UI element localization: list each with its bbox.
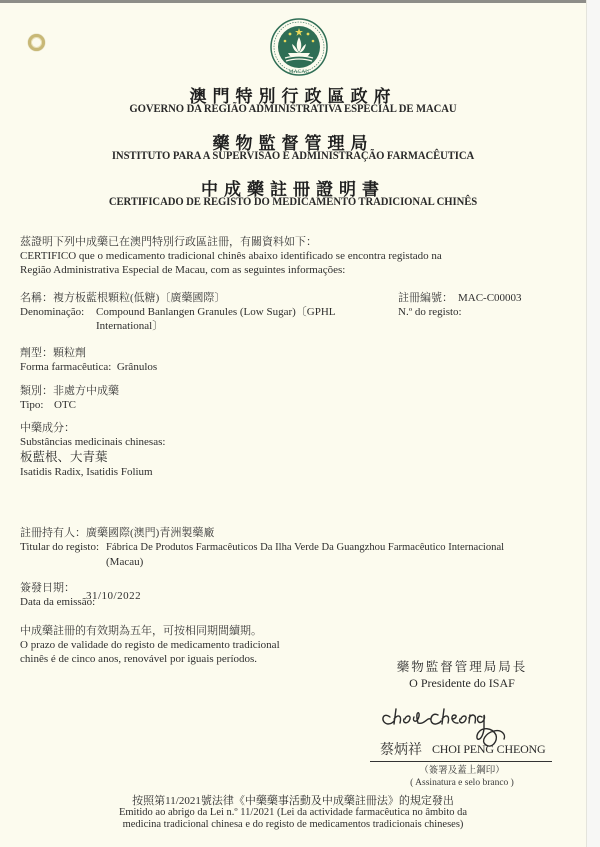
holder-label-zh: 註冊持有人： <box>20 527 86 539</box>
date-label-zh: 簽發日期： <box>20 582 75 594</box>
name-value-zh: 複方板藍根顆粒(低糖)〔廣藥國際〕 <box>53 292 226 304</box>
dosage-value-pt: Grânulos <box>116 361 158 373</box>
holder-value-zh: 廣藥國際(澳門)青洲製藥廠 <box>86 527 215 539</box>
field-type <box>20 384 119 412</box>
reg-value: MAC-C00003 <box>458 292 522 304</box>
dosage-value-zh: 顆粒劑 <box>53 347 86 359</box>
holder-value-pt-line2: (Macau) <box>106 556 144 568</box>
signatory-title-zh: 藥物監督管理局局長 <box>396 660 528 674</box>
name-label-zh: 名稱： <box>20 292 53 304</box>
type-value-zh: 非處方中成藥 <box>53 385 119 397</box>
grommet-hole-icon <box>28 34 45 51</box>
field-ingredients <box>20 421 165 479</box>
ingredients-label-pt: Substâncias medicinais chinesas: <box>20 436 166 448</box>
institute-title-pt: INSTITUTO PARA A SUPERVISÃO E ADMINISTRAÇÃO FARMACÊUTICA <box>111 150 475 162</box>
name-value-pt-line1: Compound Banlangen Granules (Low Sugar)〔GPHL <box>96 306 336 318</box>
intro-pt-line2: Região Administrativa Especial de Macau, com as seguintes informações: <box>20 264 346 276</box>
signature-note-zh: （簽署及蓋上鋼印） <box>419 766 505 776</box>
validity-zh: 中成藥註冊的有效期為五年，可按相同期間續期。 <box>20 625 262 637</box>
type-value-pt: OTC <box>54 399 76 411</box>
type-label-zh: 類別： <box>20 385 53 397</box>
government-title-zh: 澳門特別行政區政府 <box>189 87 397 106</box>
field-dosage-form <box>20 346 157 374</box>
signature-note <box>372 765 552 789</box>
type-label-pt: Tipo: <box>20 399 44 411</box>
validity-pt-line1: O prazo de validade do registo de medicamento tradicional <box>20 639 280 651</box>
name-value-pt-line2: International〕 <box>96 320 164 332</box>
intro-statement <box>20 235 442 277</box>
ingredients-label-zh: 中藥成分： <box>20 422 75 434</box>
reg-label-zh: 註冊編號： <box>398 292 453 304</box>
name-label-pt: Denominação: <box>20 306 85 318</box>
government-title-pt: GOVERNO DA REGIÃO ADMINISTRATIVA ESPECIAL DE MACAU <box>129 103 457 115</box>
signature-note-pt: ( Assinatura e selo branco ) <box>410 778 514 788</box>
issue-date-value: 31/10/2022 <box>86 590 142 602</box>
macau-emblem-icon <box>268 17 330 77</box>
dosage-label-pt: Forma farmacêutica: <box>20 361 112 373</box>
holder-value-pt-line1: Fábrica De Produtos Farmacêuticos Da Ilha Verde Da Guangzhou Farmacêutico Internacional <box>106 542 505 553</box>
field-registration-number <box>398 291 522 319</box>
footer-pt-line1: Emitido ao abrigo da Lei n.º 11/2021 (Lei da actividade farmacêutica no âmbito da <box>118 807 468 818</box>
intro-zh: 茲證明下列中成藥已在澳門特別行政區註冊，有關資料如下： <box>20 236 317 248</box>
signatory-name-zh: 蔡炳祥 <box>380 743 422 758</box>
field-registration-holder <box>20 526 580 569</box>
footer-zh: 按照第11/2021號法律《中藥藥事活動及中成藥註冊法》的規定發出 <box>132 795 454 807</box>
legal-footer <box>0 795 586 831</box>
signatory-title-pt: O Presidente do ISAF <box>409 676 515 690</box>
ingredients-value-zh: 板藍根、大青葉 <box>20 450 108 464</box>
svg-text:MACAU: MACAU <box>288 69 310 75</box>
signatory-title <box>362 657 562 691</box>
holder-label-pt: Titular do registo: <box>20 541 100 553</box>
certificate-title-zh: 中成藥註冊證明書 <box>201 180 385 199</box>
dosage-label-zh: 劑型： <box>20 347 53 359</box>
ingredients-value-pt: Isatidis Radix, Isatidis Folium <box>20 466 153 478</box>
certificate-title-pt: CERTIFICADO DE REGISTO DO MEDICAMENTO TRADICIONAL CHINÊS <box>108 196 478 208</box>
reg-label-pt: N.º do registo: <box>398 306 462 318</box>
validity-statement <box>20 624 280 666</box>
institute-title-zh: 藥物監督管理局 <box>212 134 374 153</box>
intro-pt-line1: CERTIFICO que o medicamento tradicional chinês abaixo identificado se encontra registado na <box>20 250 442 262</box>
signatory-name-pt: CHOI PENG CHEONG <box>432 742 546 756</box>
scan-edge <box>586 0 600 847</box>
field-issue-date <box>20 581 95 609</box>
validity-pt-line2: chinês é de cinco anos, renovável por iguais períodos. <box>20 653 258 665</box>
signature-underline <box>370 761 552 762</box>
footer-pt-line2: medicina tradicional chinesa e do registo de medicamentos tradicionais chineses) <box>122 819 464 830</box>
field-name <box>20 291 390 333</box>
date-label-pt: Data da emissão: <box>20 596 96 608</box>
